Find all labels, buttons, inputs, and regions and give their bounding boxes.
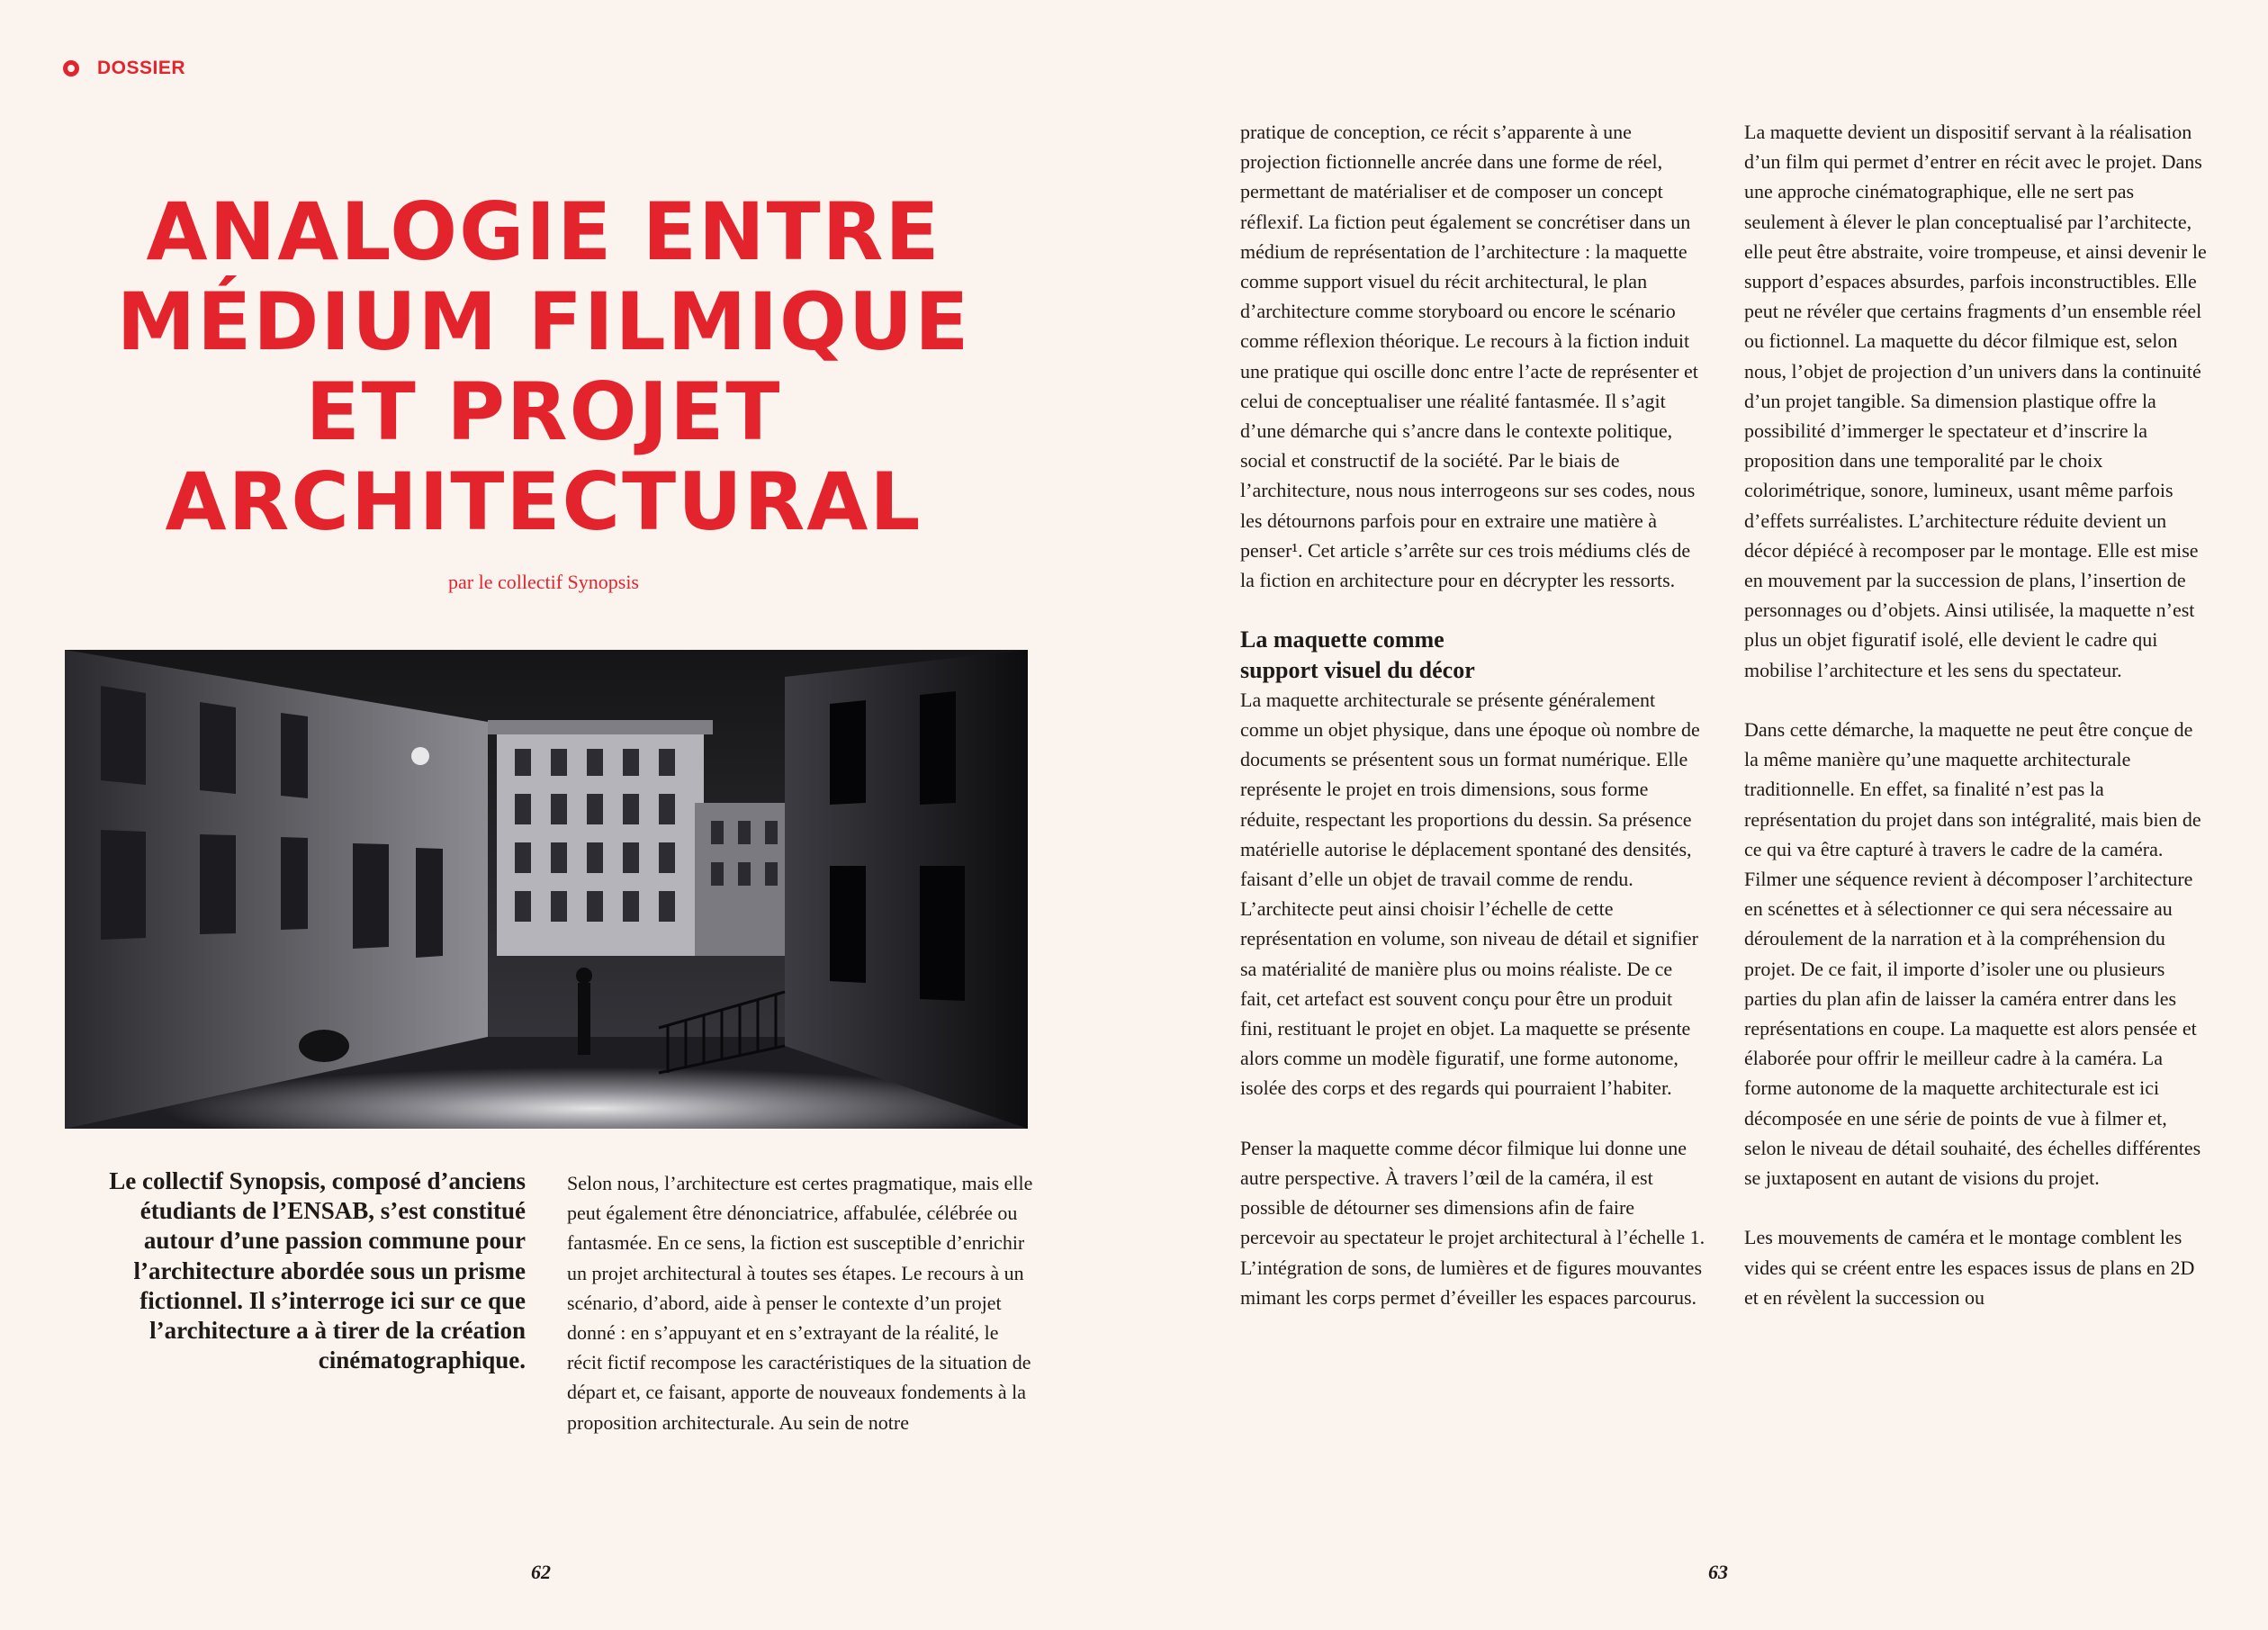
article-photo — [65, 650, 1028, 1129]
paragraph: Penser la maquette comme décor filmique lui donne une autre perspective. À travers l’œil de la caméra, il est possible de détourner ses dimensions afin de faire percevoir au spectateur le projet architectural à l’échelle 1. L’intégration de sons, de lumières et de figures mouvantes mimant les corps permet d’éveiller les espaces parcourus. — [1240, 1136, 1706, 1309]
lead-paragraph: Le collectif Synopsis, composé d’anciens étudiants de l’ENSAB, s’est constitué autour d’une passion commune pour l’architecture abordée sous un prisme fictionnel. Il s’interroge ici sur ce que l’architecture a à tirer de la création cinématographique. — [109, 1167, 526, 1374]
subheading-line: La maquette comme — [1240, 626, 1444, 653]
title-line: ET PROJET — [305, 365, 782, 458]
paragraph: Les mouvements de caméra et le montage comblent les vides qui se créent entre les espaces issus de plans en 2D et en révèlent la succession ou — [1744, 1226, 2195, 1309]
byline: par le collectif Synopsis — [447, 571, 639, 593]
article-title — [65, 187, 1022, 547]
street-scene-image — [65, 650, 1028, 1129]
section-subheading — [1240, 625, 1706, 684]
text-column-3 — [1744, 117, 2210, 1312]
text-column-2 — [1240, 117, 1706, 1312]
section-tag — [63, 58, 185, 79]
page-number-right: 63 — [1708, 1561, 1728, 1583]
paragraph: Dans cette démarche, la maquette ne peut être conçue de la même manière qu’une maquette architecturale traditionnelle. En effet, sa finalité n’est pas la représentation du projet dans son intégralité, mais bien de ce qui va être capturé à travers le cadre de la caméra. Filmer une séquence revient à décomposer l’architecture en scénettes et à sélectionner ce qui sera nécessaire au déroulement de la narration et à la compréhension du projet. De ce fait, il importe d’isoler une ou plusieurs parties du plan afin de laisser la caméra entrer dans les représentations en coupe. La maquette est alors pensée et élaborée pour offrir le meilleur cadre à la caméra. La forme autonome de la maquette architecturale est ici décomposée en une série de points de vue à filmer et, selon le niveau de détail souhaité, des échelles différentes se juxtaposent en autant de visions du projet. — [1744, 718, 2201, 1190]
paragraph: Selon nous, l’architecture est certes pragmatique, mais elle peut également être dénonciatrice, affabulée, célébrée ou fantasmée. En ce sens, la fiction est susceptible d’enrichir un projet architectural à toutes ses étapes. Le recours à un scénario, d’abord, aide à penser le contexte d’un projet donné : en s’appuyant et en s’extrayant de la réalité, le récit fictif recompose les caractéristiques de la situation de départ et, ce faisant, apporte de nouveaux fondements à la proposition architecturale. Au sein de notre — [567, 1172, 1033, 1434]
subheading-line: support visuel du décor — [1240, 656, 1475, 683]
page-number-left: 62 — [531, 1561, 551, 1583]
section-label: DOSSIER — [97, 58, 186, 78]
paragraph: pratique de conception, ce récit s’apparente à une projection fictionnelle ancrée dans une forme de réel, permettant de matérialiser et de composer un concept réflexif. La fiction peut également se concrétiser dans un médium de représentation de l’architecture : la maquette comme support visuel du récit architectural, le plan d’architecture comme storyboard ou encore le scénario comme réflexion théorique. Le recours à la fiction induit une pratique qui oscille donc entre l’acte de représenter et celui de conceptualiser une réalité fantasmée. Il s’agit d’une démarche qui s’ancre dans le contexte politique, social et constructif de la société. Par le biais de l’architecture, nous nous interrogeons sur ses codes, nous les détournons parfois pour en extraire une matière à penser¹. Cet article s’arrête sur ces trois médiums clés de la fiction en architecture pour en décrypter les ressorts. — [1240, 121, 1698, 592]
title-line: ARCHITECTURAL — [165, 455, 922, 548]
bullet-ring-icon — [63, 60, 79, 77]
paragraph: La maquette architecturale se présente généralement comme un objet physique, dans une époque où nombre de documents se présentent sous un format numérique. Elle représente le projet en trois dimensions, sous forme réduite, respectant les proportions du dessin. Sa présence matérielle autorise le déplacement spontané des densités, faisant d’elle un objet de travail comme de rendu. L’architecte peut ainsi choisir l’échelle de cette représentation en volume, son niveau de détail et signifier sa matérialité de manière plus ou moins réaliste. De ce fait, cet artefact est souvent conçu pour être un produit fini, restituant le projet en objet. La maquette se présente alors comme un modèle figuratif, une forme autonome, isolée des corps et des regards qui pourraient l’habiter. — [1240, 688, 1700, 1100]
title-line: ANALOGIE ENTRE — [146, 185, 941, 278]
title-line: MÉDIUM FILMIQUE — [116, 275, 971, 368]
text-column-1 — [567, 1168, 1035, 1437]
paragraph: La maquette devient un dispositif servant à la réalisation d’un film qui permet d’entrer en récit avec le projet. Dans une approche cinématographique, elle ne sert pas seulement à élever le plan conceptualisé par l’architecte, elle peut être abstraite, voire trompeuse, et ainsi devenir le support d’espaces absurdes, parfois inconstructibles. Elle peut ne révéler que certains fragments d’un ensemble réel ou fictionnel. La maquette du décor filmique est, selon nous, l’objet de projection d’un univers dans la continuité d’un projet tangible. Sa dimension plastique offre la possibilité d’immerger le spectateur et d’inscrire la proposition dans une temporalité par le choix colorimétrique, sonore, lumineux, usant même parfois d’effets surréalistes. L’architecture réduite devient un décor dépiécé à recomposer par le montage. Elle est mise en mouvement par la succession de plans, l’insertion de personnages ou d’objets. Ainsi utilisée, la maquette n’est plus un objet figuratif isolé, elle devient le cadre qui mobilise l’architecture et les sens du spectateur. — [1744, 121, 2207, 681]
